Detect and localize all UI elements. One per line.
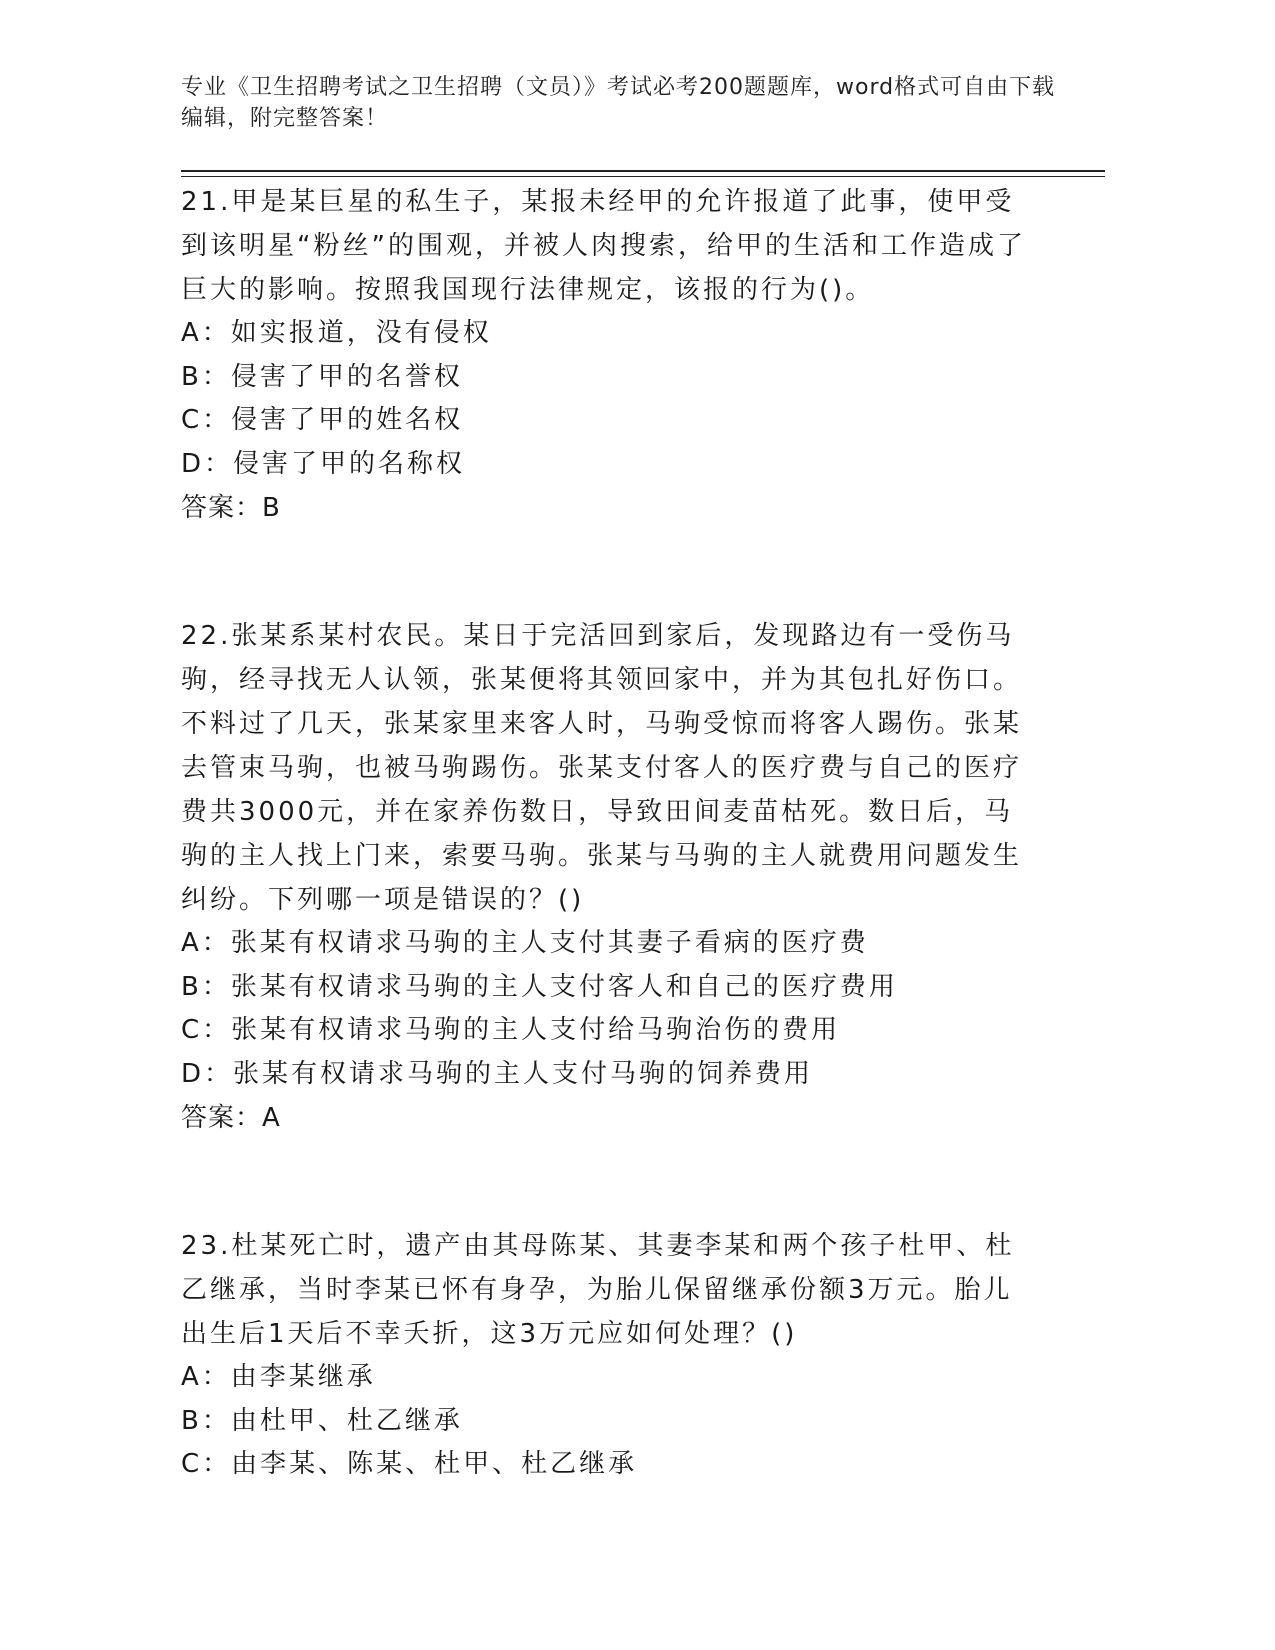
- option-list: [181, 1356, 1041, 1487]
- option-a: A：由李某继承: [181, 1362, 376, 1392]
- option-c: C：侵害了甲的姓名权: [181, 405, 464, 435]
- option-list: [181, 922, 1041, 1096]
- question-22: [181, 614, 1041, 1140]
- option-list: [181, 312, 1041, 486]
- option-b: B：张某有权请求马驹的主人支付客人和自己的医疗费用: [181, 971, 898, 1002]
- question-text: 22.张某系某村农民。某日于完活回到家后，发现路边有一受伤马驹，经寻找无人认领，张某便将其领回家中，并为其包扎好伤口。不料过了几天，张某家里来客人时，马驹受惊而将客人踢伤。张某去管束马驹，也被马驹踢伤。张某支付客人的医疗费与自己的医疗费共3000元，并在家养伤数日，导致田间麦苗枯死。数日后，马驹的主人找上门来，索要马驹。张某与马驹的主人就费用问题发生纠纷。下列哪一项是错误的？(): [181, 621, 1023, 915]
- question-list: [181, 180, 1041, 1487]
- question-21: [181, 180, 1041, 530]
- header-divider-thick: [181, 170, 1105, 172]
- answer-label: 答案：B: [181, 493, 281, 523]
- option-b: B：侵害了甲的名誉权: [181, 361, 463, 392]
- question-spacer: [181, 530, 1041, 614]
- question-text: 23.杜某死亡时，遗产由其母陈某、其妻李某和两个孩子杜甲、杜乙继承，当时李某已怀有身孕，为胎儿保留继承份额3万元。胎儿出生后1天后不幸夭折，这3万元应如何处理？(): [181, 1231, 1015, 1349]
- document-header: 专业《卫生招聘考试之卫生招聘（文员）》考试必考200题题库，word格式可自由下载编辑，附完整答案！: [181, 75, 1056, 131]
- option-c: C：由李某、陈某、杜甲、杜乙继承: [181, 1449, 638, 1479]
- option-a: A：如实报道，没有侵权: [181, 318, 492, 348]
- option-b: B：由杜甲、杜乙继承: [181, 1405, 463, 1436]
- question-text: 21.甲是某巨星的私生子，某报未经甲的允许报道了此事，使甲受到该明星“粉丝”的围观，并被人肉搜索，给甲的生活和工作造成了巨大的影响。按照我国现行法律规定，该报的行为()。: [181, 187, 1026, 305]
- option-c: C：张某有权请求马驹的主人支付给马驹治伤的费用: [181, 1015, 841, 1045]
- option-d: D：侵害了甲的名称权: [181, 448, 466, 479]
- answer-label: 答案：A: [181, 1103, 281, 1133]
- option-a: A：张某有权请求马驹的主人支付其妻子看病的医疗费: [181, 928, 869, 958]
- question-23: [181, 1224, 1041, 1487]
- option-d: D：张某有权请求马驹的主人支付马驹的饲养费用: [181, 1058, 814, 1089]
- header-divider-thin: [181, 176, 1105, 177]
- question-spacer: [181, 1140, 1041, 1224]
